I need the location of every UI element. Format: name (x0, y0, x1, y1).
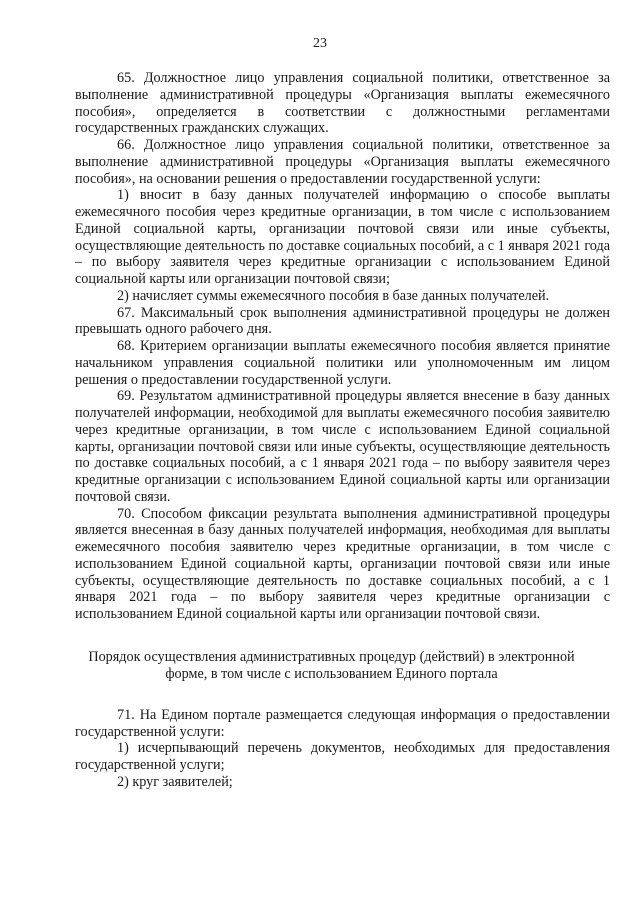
section-heading: Порядок осуществления административных процедур (действий) в электронной форме, в том числе с использованием Единого портала (88, 648, 575, 682)
paragraph-71-item-2: 2) круг заявителей; (117, 773, 233, 790)
document-body (75, 70, 610, 791)
paragraph-66-item-1: 1) вносит в базу данных получателей информацию о способе выплаты ежемесячного пособия через кредитные организации, в том числе с использованием Единой социальной карты, организации почтовой связи или иные субъекты, осуществляющие деятельность по доставке социальных пособий, а с 1 января 2021 года – по выбору заявителя через кредитные организации с использованием Единой социальной карты или организации почтовой связи; (75, 187, 610, 287)
paragraph-69: 69. Результатом административной процедуры является внесение в базу данных получателей информации, необходимой для выплаты ежемесячного пособия заявителю через кредитные организации, в том числе с использованием Единой социальной карты, организации почтовой связи или иные субъекты, осуществляющие деятельность по доставке социальных пособий, а с 1 января 2021 года – по выбору заявителя через кредитные организации с использованием Единой социальной карты или организации почтовой связи. (75, 388, 610, 505)
paragraph-66-item-2: 2) начисляет суммы ежемесячного пособия в базе данных получателей. (117, 287, 550, 304)
paragraph-65: 65. Должностное лицо управления социальной политики, ответственное за выполнение административной процедуры «Организация выплаты ежемесячного пособия», определяется в соответствии с должностными регламентами государственных гражданских служащих. (75, 70, 610, 137)
paragraph-66: 66. Должностное лицо управления социальной политики, ответственное за выполнение административной процедуры «Организация выплаты ежемесячного пособия», на основании решения о предоставлении государственной услуги: (75, 137, 610, 187)
page-number: 23 (313, 36, 327, 51)
paragraph-67: 67. Максимальный срок выполнения административной процедуры не должен превышать одного рабочего дня. (75, 304, 610, 338)
paragraph-68: 68. Критерием организации выплаты ежемесячного пособия является принятие начальником управления социальной политики или уполномоченным им лицом решения о предоставлении государственной услуги. (75, 338, 610, 388)
paragraph-71-item-1: 1) исчерпывающий перечень документов, необходимых для предоставления государственной услуги; (75, 740, 610, 773)
paragraph-70: 70. Способом фиксации результата выполнения административной процедуры является внесенная в базу данных получателей информация, необходимая для выплаты ежемесячного пособия заявителю через кредитные организации, в том числе с использованием Единой социальной карты, организации почтовой связи или иные субъекты, осуществляющие деятельность по доставке социальных пособий, а с 1 января 2021 года – по выбору заявителя через кредитные организации с использованием Единой социальной карты или организации почтовой связи. (75, 505, 610, 622)
paragraph-71: 71. На Едином портале размещается следующая информация о предоставлении государственной услуги: (75, 706, 610, 740)
